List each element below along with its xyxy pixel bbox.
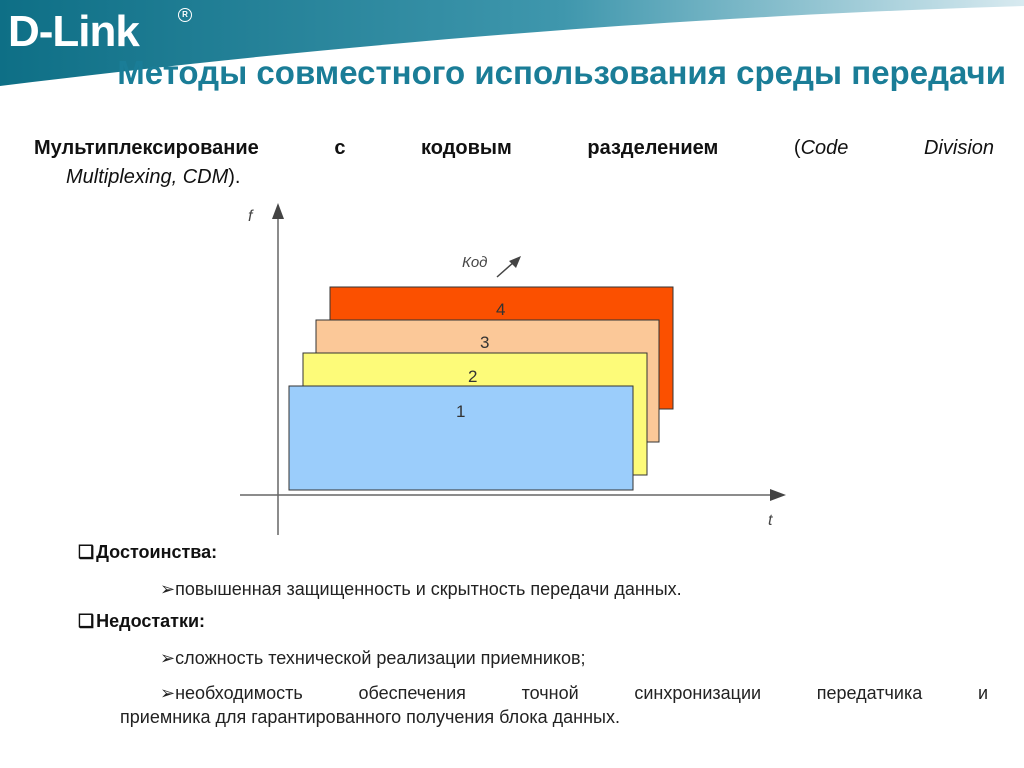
- y-axis-arrow: [272, 203, 284, 219]
- disadvantages-heading: [78, 611, 205, 632]
- layer-3-label: 3: [480, 333, 490, 352]
- x-axis-arrow: [770, 489, 786, 501]
- code-label: Код: [462, 254, 488, 271]
- disadvantages-heading-text: Недостатки:: [96, 611, 206, 631]
- disadvantage-item-continued: [120, 705, 620, 729]
- disadvantage-item-text: приемника для гарантированного получения блока данных.: [120, 707, 620, 727]
- layer-1-label: 1: [456, 402, 466, 421]
- disadvantage-item-text: сложность технической реализации приемников;: [175, 648, 586, 668]
- disadvantage-item: [160, 646, 586, 670]
- layer-2-label: 2: [468, 367, 478, 386]
- advantages-heading: [78, 542, 217, 563]
- checkbox-bullet-icon: ❑: [78, 611, 95, 631]
- checkbox-bullet-icon: ❑: [78, 542, 95, 562]
- layer-4-label: 4: [496, 300, 506, 319]
- intro-italic-2: Multiplexing, CDM: [66, 166, 229, 188]
- intro-bold-text: Мультиплексирование с кодовым разделением: [34, 137, 719, 159]
- disadvantage-item: [160, 681, 988, 705]
- advantage-item-text: повышенная защищенность и скрытность передачи данных.: [175, 579, 682, 599]
- intro-line-2: [66, 163, 240, 192]
- intro-open-paren: (: [793, 137, 801, 159]
- disadvantage-item-text: необходимость обеспечения точной синхронизации передатчика и: [175, 683, 988, 703]
- intro-closing: ).: [228, 166, 241, 188]
- d-link-logo: D-Link: [8, 7, 139, 56]
- arrow-bullet-icon: ➢: [160, 648, 176, 668]
- arrow-bullet-icon: ➢: [160, 683, 176, 703]
- advantage-item: [160, 577, 682, 601]
- advantages-heading-text: Достоинства:: [96, 542, 218, 562]
- cdm-diagram: [230, 195, 800, 540]
- intro-italic-1: Code Division: [800, 137, 995, 159]
- page-title: Методы совместного использования среды передачи: [117, 54, 1006, 91]
- code-arrow: [497, 262, 514, 277]
- x-axis-label: t: [768, 512, 773, 529]
- arrow-bullet-icon: ➢: [160, 579, 176, 599]
- intro-line-1: [34, 134, 994, 163]
- code-arrow-head: [509, 256, 521, 268]
- y-axis-label: f: [248, 208, 253, 225]
- registered-mark: R: [178, 8, 192, 22]
